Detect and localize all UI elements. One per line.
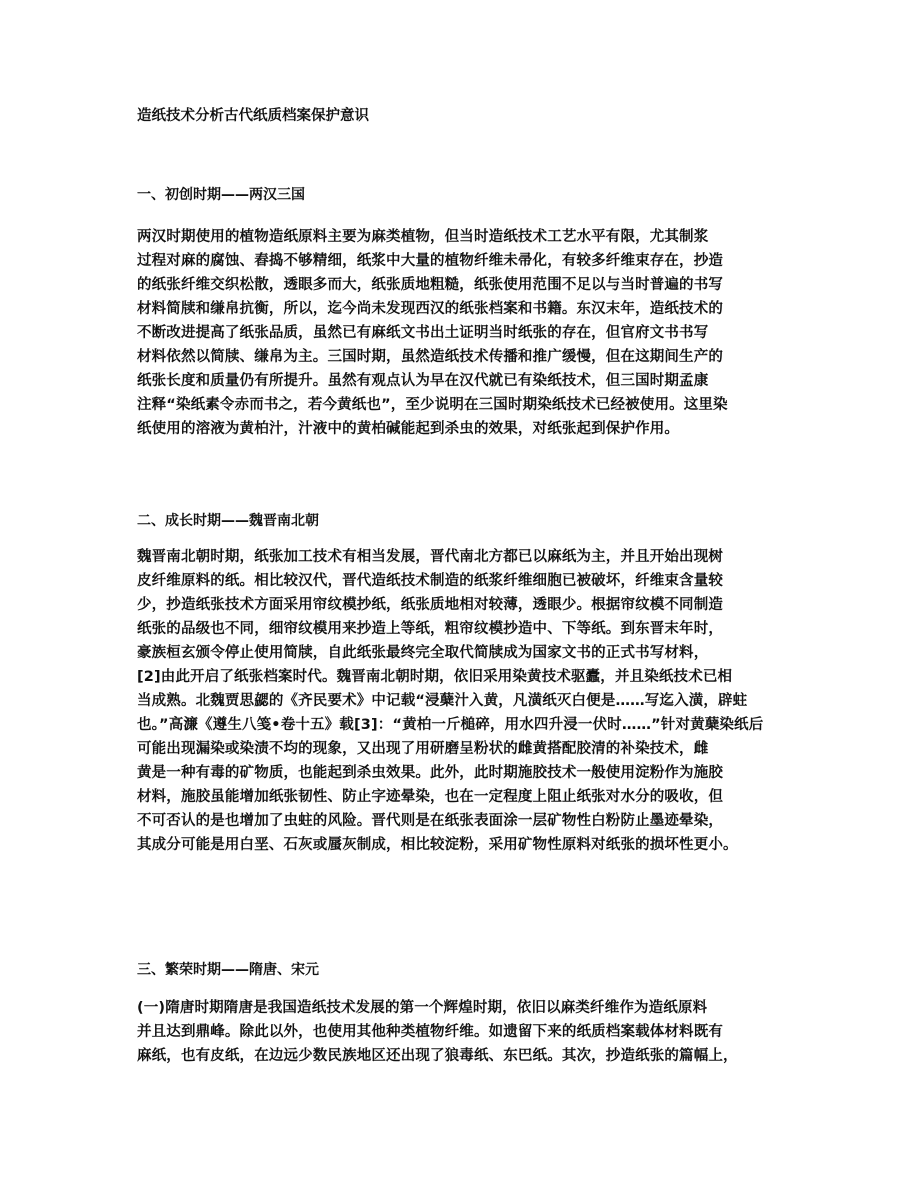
paragraph-line: 材料，施胶虽能增加纸张韧性、防止字迹晕染，也在一定程度上阻止纸张对水分的吸收，但 <box>137 789 723 805</box>
paragraph-line: 可能出现漏染或染渍不均的现象，又出现了用研磨呈粉状的雌黄搭配胶清的补染技术，雌 <box>137 741 709 757</box>
paragraph-line: 当成熟。北魏贾思勰的《齐民要术》中记载“浸蘖汁入黄，凡潢纸灭白便是……写迄入潢，辟蛀 <box>137 693 748 709</box>
paragraph-line: 过程对麻的腐蚀、舂捣不够精细，纸浆中大量的植物纤维未帚化，有较多纤维束存在，抄造 <box>137 253 723 269</box>
section-3-paragraph <box>137 996 797 1068</box>
section-heading-1: 一、初创时期——两汉三国 <box>137 187 305 203</box>
paragraph-line: 纸使用的溶液为黄柏汁，汁液中的黄柏碱能起到杀虫的效果，对纸张起到保护作用。 <box>137 421 680 437</box>
paragraph-line: 少，抄造纸张技术方面采用帘纹模抄纸，纸张质地相对较薄，透眼少。根据帘纹模不同制造 <box>137 597 723 613</box>
section-heading-2: 二、成长时期——魏晋南北朝 <box>137 513 319 529</box>
paragraph-line: [2]由此开启了纸张档案时代。魏晋南北朝时期，依旧采用染黄技术驱蠹，并且染纸技术已相 <box>137 669 733 685</box>
paragraph-line: 豪族桓玄颁令停止使用简牍，自此纸张最终完全取代简牍成为国家文书的正式书写材料， <box>137 645 709 661</box>
paragraph-line: 其成分可能是用白垩、石灰或蜃灰制成，相比较淀粉，采用矿物性原料对纸张的损坏性更小。 <box>137 837 738 853</box>
paragraph-line: 纸张长度和质量仍有所提升。虽然有观点认为早在汉代就已有染纸技术，但三国时期孟康 <box>137 373 709 389</box>
paragraph-line: 材料依然以简牍、缣帛为主。三国时期，虽然造纸技术传播和推广缓慢，但在这期间生产的 <box>137 349 723 365</box>
document-title: 造纸技术分析古代纸质档案保护意识 <box>137 108 369 124</box>
paragraph-line: 麻纸，也有皮纸，在边远少数民族地区还出现了狼毒纸、东巴纸。其次，抄造纸张的篇幅上， <box>137 1048 738 1064</box>
paragraph-line: (一)隋唐时期隋唐是我国造纸技术发展的第一个辉煌时期，依旧以麻类纤维作为造纸原料 <box>137 1000 708 1016</box>
paragraph-line: 皮纤维原料的纸。相比较汉代，晋代造纸技术制造的纸浆纤维细胞已被破坏，纤维束含量较 <box>137 573 723 589</box>
paragraph-line: 不可否认的是也增加了虫蛀的风险。晋代则是在纸张表面涂一层矿物性白粉防止墨迹晕染， <box>137 813 723 829</box>
paragraph-line: 也。”高濂《遵生八笺•卷十五》载[3]：“黄柏一斤槌碎，用水四升浸一伏时……”针对黄蘖染纸后 <box>137 717 764 733</box>
paragraph-line: 黄是一种有毒的矿物质，也能起到杀虫效果。此外，此时期施胶技术一般使用淀粉作为施胶 <box>137 765 723 781</box>
paragraph-line: 的纸张纤维交织松散，透眼多而大，纸张质地粗糙，纸张使用范围不足以与当时普遍的书写 <box>137 277 723 293</box>
paragraph-line: 并且达到鼎峰。除此以外，也使用其他种类植物纤维。如遗留下来的纸质档案载体材料既有 <box>137 1024 723 1040</box>
paragraph-line: 纸张的品级也不同，细帘纹模用来抄造上等纸，粗帘纹模抄造中、下等纸。到东晋末年时， <box>137 621 723 637</box>
paragraph-line: 两汉时期使用的植物造纸原料主要为麻类植物，但当时造纸技术工艺水平有限，尤其制浆 <box>137 229 709 245</box>
paragraph-line: 材料简牍和缣帛抗衡，所以，迄今尚未发现西汉的纸张档案和书籍。东汉末年，造纸技术的 <box>137 301 723 317</box>
paragraph-line: 魏晋南北朝时期，纸张加工技术有相当发展，晋代南北方都已以麻纸为主，并且开始出现树 <box>137 549 723 565</box>
paragraph-line: 不断改进提高了纸张品质，虽然已有麻纸文书出土证明当时纸张的存在，但官府文书书写 <box>137 325 709 341</box>
section-heading-3: 三、繁荣时期——隋唐、宋元 <box>137 962 319 978</box>
paragraph-line: 注释“染纸素令赤而书之，若今黄纸也”，至少说明在三国时期染纸技术已经被使用。这里染 <box>137 397 728 413</box>
section-1-paragraph <box>137 225 797 441</box>
section-2-paragraph <box>137 545 797 857</box>
